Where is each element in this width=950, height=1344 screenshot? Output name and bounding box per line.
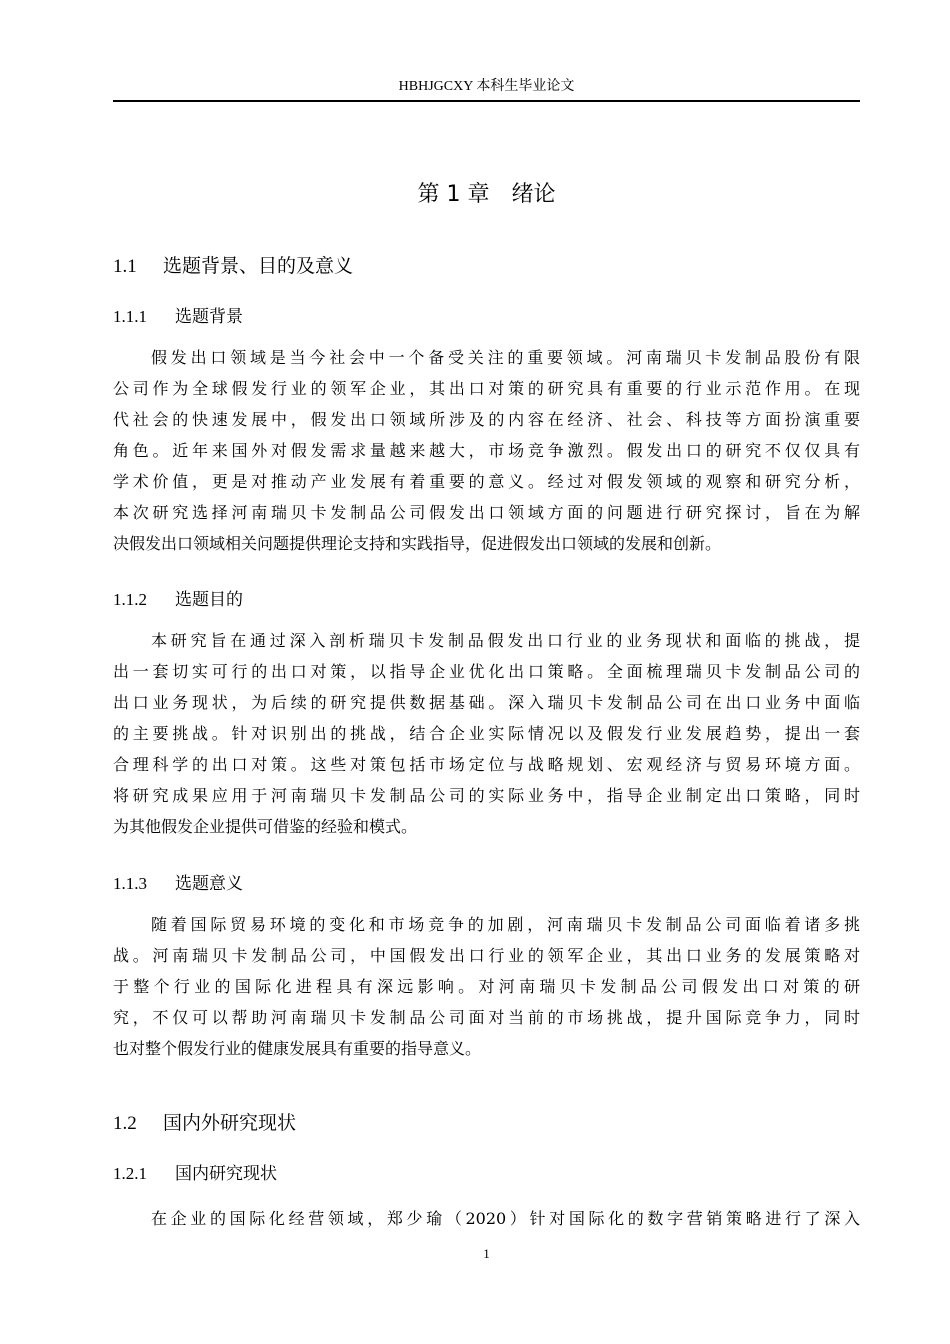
paragraph-line: 于整个行业的国际化进程具有深远影响。对河南瑞贝卡发制品公司假发出口对策的研 [113, 977, 860, 996]
running-header: HBHJGCXY 本科生毕业论文 [398, 79, 575, 94]
subsection-number: 1.1.3 [113, 874, 147, 893]
paragraph-significance [113, 909, 860, 1064]
chapter-number: 第 1 章 [417, 182, 490, 207]
paragraph-line: 究，不仅可以帮助河南瑞贝卡发制品公司面对当前的市场挑战，提升国际竞争力，同时 [113, 1008, 860, 1027]
subsection-title: 选题意义 [175, 874, 243, 894]
paragraph-line: 随着国际贸易环境的变化和市场竞争的加剧，河南瑞贝卡发制品公司面临着诸多挑 [151, 915, 860, 934]
section-heading-1-2 [113, 1110, 296, 1137]
paragraph-line: 出一套切实可行的出口对策，以指导企业优化出口策略。全面梳理瑞贝卡发制品公司的 [113, 662, 860, 681]
section-number: 1.2 [113, 1113, 137, 1134]
paragraph-line: 在企业的国际化经营领域，郑少瑜（2020）针对国际化的数字营销策略进行了深入 [151, 1209, 860, 1228]
subsection-number: 1.1.2 [113, 590, 147, 609]
paragraph-line: 角色。近年来国外对假发需求量越来越大，市场竞争激烈。假发出口的研究不仅仅具有 [113, 441, 860, 460]
section-title: 国内外研究现状 [163, 1112, 297, 1134]
chapter-name: 绪论 [511, 182, 556, 207]
paragraph-line: 假发出口领域是当今社会中一个备受关注的重要领域。河南瑞贝卡发制品股份有限 [151, 348, 860, 367]
subsection-heading-1-1-3 [113, 872, 243, 896]
paragraph-domestic-research [113, 1203, 860, 1234]
subsection-title: 选题目的 [175, 590, 243, 610]
paragraph-line: 为其他假发企业提供可借鉴的经验和模式。 [113, 817, 418, 836]
paragraph-line: 代社会的快速发展中，假发出口领域所涉及的内容在经济、社会、科技等方面扮演重要 [113, 410, 860, 429]
paragraph-background [113, 342, 860, 559]
paragraph-line: 出口业务现状，为后续的研究提供数据基础。深入瑞贝卡发制品公司在出口业务中面临 [113, 693, 860, 712]
paragraph-purpose [113, 625, 860, 842]
section-number: 1.1 [113, 256, 137, 277]
paragraph-line: 也对整个假发行业的健康发展具有重要的指导意义。 [113, 1039, 482, 1058]
subsection-heading-1-1-1 [113, 305, 243, 329]
subsection-title: 选题背景 [175, 307, 243, 327]
paragraph-line: 战。河南瑞贝卡发制品公司，中国假发出口行业的领军企业，其出口业务的发展策略对 [113, 946, 860, 965]
paragraph-line: 本研究旨在通过深入剖析瑞贝卡发制品假发出口行业的业务现状和面临的挑战，提 [151, 631, 860, 650]
paragraph-line: 的主要挑战。针对识别出的挑战，结合企业实际情况以及假发行业发展趋势，提出一套 [113, 724, 860, 743]
paragraph-line: 将研究成果应用于河南瑞贝卡发制品公司的实际业务中，指导企业制定出口策略，同时 [113, 786, 860, 805]
subsection-number: 1.1.1 [113, 307, 147, 326]
paragraph-line: 学术价值，更是对推动产业发展有着重要的意义。经过对假发领域的观察和研究分析， [113, 472, 860, 491]
subsection-title: 国内研究现状 [175, 1164, 277, 1184]
chapter-title [113, 180, 860, 210]
subsection-heading-1-2-1 [113, 1162, 277, 1186]
paragraph-line: 决假发出口领域相关问题提供理论支持和实践指导，促进假发出口领域的发展和创新。 [113, 534, 722, 553]
section-title: 选题背景、目的及意义 [163, 255, 354, 277]
page-number: 1 [483, 1246, 490, 1261]
paragraph-line: 本次研究选择河南瑞贝卡发制品公司假发出口领域方面的问题进行研究探讨，旨在为解 [113, 503, 860, 522]
section-heading-1-1 [113, 253, 353, 280]
subsection-heading-1-1-2 [113, 588, 243, 612]
subsection-number: 1.2.1 [113, 1164, 147, 1183]
paragraph-line: 公司作为全球假发行业的领军企业，其出口对策的研究具有重要的行业示范作用。在现 [113, 379, 860, 398]
paragraph-line: 合理科学的出口对策。这些对策包括市场定位与战略规划、宏观经济与贸易环境方面。 [113, 755, 860, 774]
header-divider [113, 100, 860, 102]
